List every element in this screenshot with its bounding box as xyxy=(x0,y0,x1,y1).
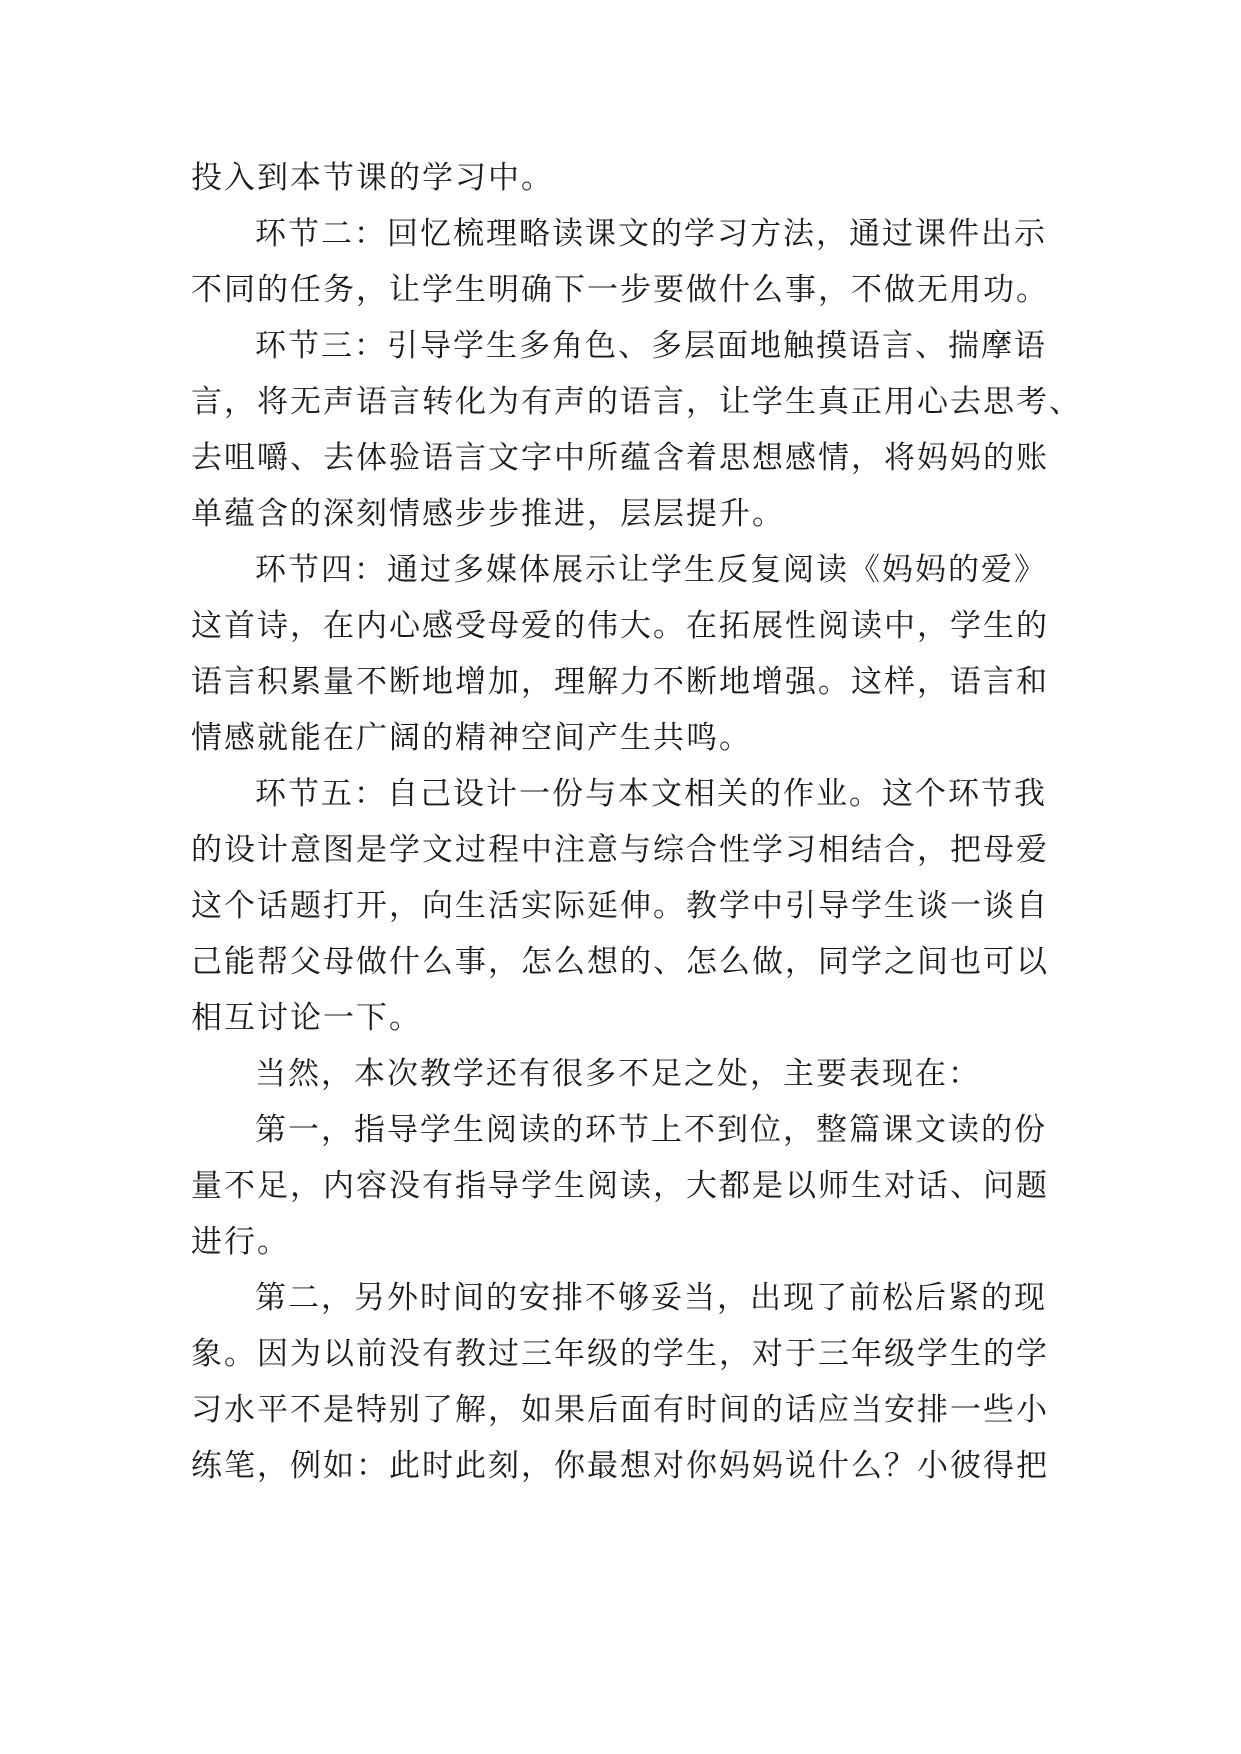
text-line: 环节三：引导学生多角色、多层面地触摸语言、揣摩语 xyxy=(255,328,1047,364)
text-line: 不同的任务，让学生明确下一步要做什么事，不做无用功。 xyxy=(191,272,1049,308)
text-line: 环节二：回忆梳理略读课文的学习方法，通过课件出示 xyxy=(255,216,1047,252)
text-line: 练笔，例如：此时此刻，你最想对你妈妈说什么？小彼得把 xyxy=(191,1448,1049,1484)
text-line: 环节四：通过多媒体展示让学生反复阅读《妈妈的爱》 xyxy=(255,552,1047,588)
text-line: 习水平不是特别了解，如果后面有时间的话应当安排一些小 xyxy=(191,1392,1049,1428)
text-line: 环节五：自己设计一份与本文相关的作业。这个环节我 xyxy=(255,776,1047,812)
text-line: 情感就能在广阔的精神空间产生共鸣。 xyxy=(191,720,752,756)
text-line: 第二，另外时间的安排不够妥当，出现了前松后紧的现 xyxy=(255,1280,1047,1316)
text-line: 这首诗，在内心感受母爱的伟大。在拓展性阅读中，学生的 xyxy=(191,608,1049,644)
text-line: 当然，本次教学还有很多不足之处，主要表现在： xyxy=(255,1056,981,1092)
text-line: 第一，指导学生阅读的环节上不到位，整篇课文读的份 xyxy=(255,1112,1047,1148)
text-line: 这个话题打开，向生活实际延伸。教学中引导学生谈一谈自 xyxy=(191,888,1049,924)
text-line: 己能帮父母做什么事，怎么想的、怎么做，同学之间也可以 xyxy=(191,944,1049,980)
text-line: 单蕴含的深刻情感步步推进，层层提升。 xyxy=(191,496,785,532)
text-line: 象。因为以前没有教过三年级的学生，对于三年级学生的学 xyxy=(191,1336,1049,1372)
text-line: 进行。 xyxy=(191,1224,290,1260)
text-line: 的设计意图是学文过程中注意与综合性学习相结合，把母爱 xyxy=(191,832,1049,868)
text-line: 语言积累量不断地增加，理解力不断地增强。这样，语言和 xyxy=(191,664,1049,700)
document-body xyxy=(191,150,1082,1494)
text-line: 量不足，内容没有指导学生阅读，大都是以师生对话、问题 xyxy=(191,1168,1049,1204)
text-line: 去咀嚼、去体验语言文字中所蕴含着思想感情，将妈妈的账 xyxy=(191,440,1049,476)
text-line: 投入到本节课的学习中。 xyxy=(191,160,554,196)
text-line: 言，将无声语言转化为有声的语言，让学生真正用心去思考、 xyxy=(191,384,1082,420)
text-line: 相互讨论一下。 xyxy=(191,1000,422,1036)
